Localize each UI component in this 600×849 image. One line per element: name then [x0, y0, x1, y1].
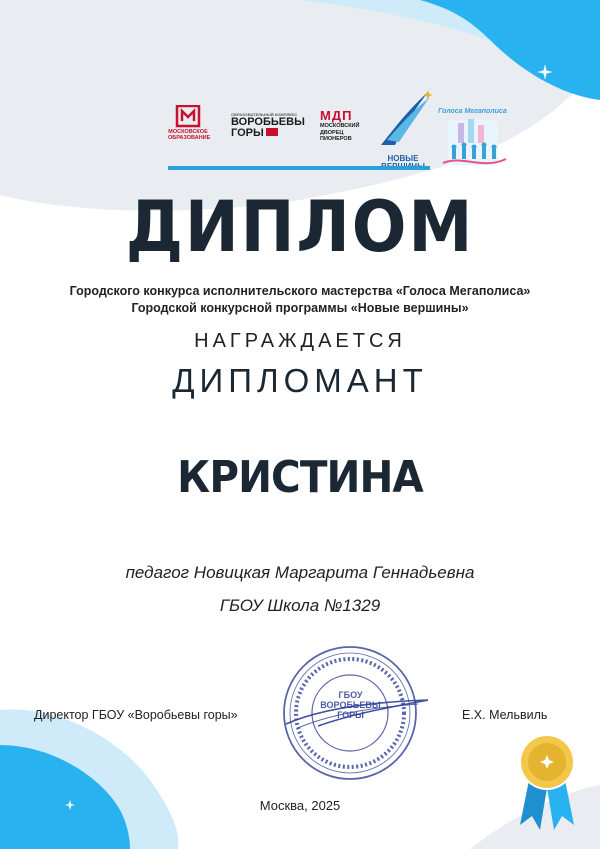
- vorobyovy-gory-line1: ВОРОБЬЕВЫ: [231, 116, 305, 128]
- novye-vershiny-logo: [373, 90, 433, 171]
- school-line: ГБОУ Школа №1329: [219, 596, 381, 615]
- director-position: Директор ГБОУ «Воробьевы горы»: [34, 708, 238, 722]
- mdp-logo: [320, 108, 359, 143]
- director-name: Е.Х. Мельвиль: [462, 708, 548, 722]
- contest-line-2: Городской конкурсной программы «Новые вершины»: [131, 301, 469, 315]
- mdp-line3: ПИОНЕРОВ: [320, 136, 352, 142]
- stamp-center-text: [278, 690, 423, 720]
- city-year: Москва, 2025: [259, 798, 341, 813]
- official-stamp: [278, 640, 428, 790]
- stamp-line-1: ГБОУ: [338, 690, 363, 700]
- mdp-line1: МОСКОВСКИЙ: [320, 123, 360, 129]
- awarded-label: НАГРАЖДАЕТСЯ: [194, 330, 406, 352]
- mdp-mark: МДП: [320, 108, 353, 123]
- moscow-education-logo-icon: [175, 105, 201, 129]
- vorobyovy-gory-line2: ГОРЫ: [231, 128, 305, 139]
- golosa-megapolisa-logo: [438, 108, 508, 175]
- diploma-title: ДИПЛОМ: [125, 186, 475, 268]
- vorobyovy-gory-logo: [231, 112, 305, 139]
- teacher-line: педагог Новицкая Маргарита Геннадьевна: [125, 563, 475, 582]
- vorobyovy-gory-mark-icon: [266, 128, 278, 136]
- degree-label: ДИПЛОМАНТ: [172, 362, 428, 399]
- moscow-education-line2: ОБРАЗОВАНИЕ: [168, 135, 211, 141]
- mdp-line2: ДВОРЕЦ: [320, 129, 344, 136]
- moscow-education-logo: [168, 105, 211, 141]
- recipient-name: КРИСТИНА: [177, 452, 423, 503]
- golosa-megapolisa-emblem-icon: [438, 115, 508, 170]
- contest-line-1: Городского конкурса исполнительского мастерства «Голоса Мегаполиса»: [69, 284, 531, 298]
- novye-vershiny-line1: НОВЫЕ: [387, 154, 419, 163]
- novye-vershiny-swoosh-icon: [373, 90, 433, 150]
- award-medal-icon: [512, 720, 582, 835]
- accent-bar: [168, 166, 430, 170]
- moscow-education-line1: МОСКОВСКОЕ: [168, 129, 208, 135]
- golosa-megapolisa-title: Голоса Мегаполиса: [438, 108, 507, 115]
- vorobyovy-gory-tagline: ОБРАЗОВАТЕЛЬНЫЙ КОМПЛЕКС: [231, 112, 298, 117]
- stamp-line-3: ГОРЫ: [337, 710, 364, 720]
- stamp-line-2: ВОРОБЬЕВЫ: [320, 700, 381, 710]
